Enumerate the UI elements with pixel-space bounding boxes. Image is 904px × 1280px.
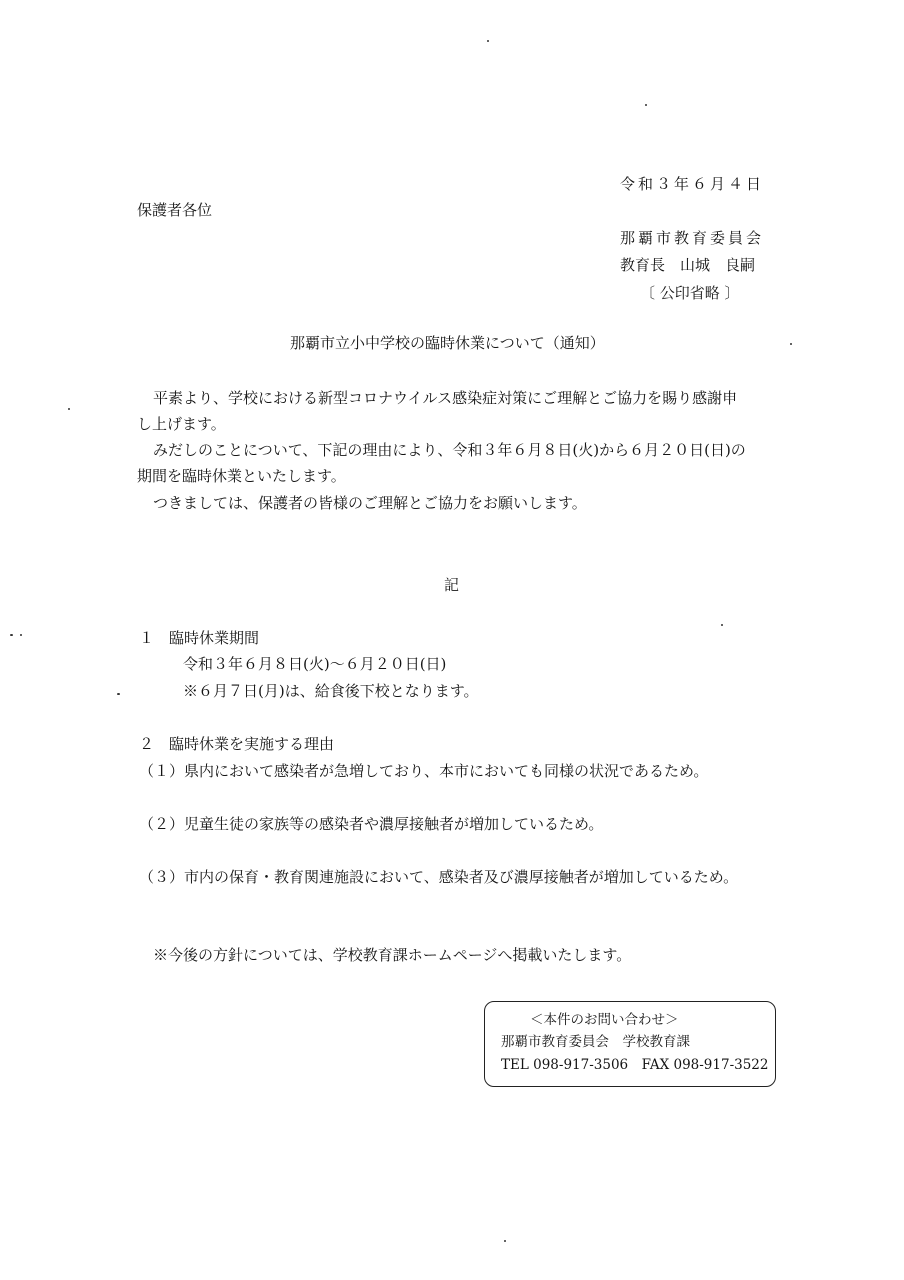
contact-box [484, 1001, 776, 1087]
footer-note: ※今後の方針については、学校教育課ホームページへ掲載いたします。 [153, 946, 632, 964]
scan-speck [721, 624, 723, 626]
scan-speck [790, 343, 792, 345]
body-paragraph-3: つきましては、保護者の皆様のご理解とご協力をお願いします。 [153, 494, 587, 512]
seal-omitted-note: 〔 公印省略 〕 [640, 284, 740, 302]
contact-office: 那覇市教育委員会 学校教育課 [501, 1034, 690, 1050]
section-1-heading: １ 臨時休業期間 [139, 629, 260, 647]
ki-marker: 記 [444, 576, 460, 594]
closure-period: 令和３年６月８日(火)～６月２０日(日) [183, 655, 447, 673]
sender-organization: 那覇市教育委員会 [620, 229, 765, 247]
scan-speck [504, 1240, 506, 1242]
scan-speck [487, 40, 489, 42]
reason-2: （２）児童生徒の家族等の感染者や濃厚接触者が増加しているため。 [139, 815, 604, 833]
contact-heading: ＜本件のお問い合わせ＞ [530, 1012, 679, 1028]
document-title: 那覇市立小中学校の臨時休業について（通知） [290, 334, 605, 352]
body-paragraph-2-line-2: 期間を臨時休業といたします。 [137, 467, 346, 485]
document-date: 令和３年６月４日 [620, 175, 765, 193]
closure-note: ※６月７日(月)は、給食後下校となります。 [183, 682, 479, 700]
body-paragraph-2-line-1: みだしのことについて、下記の理由により、令和３年６月８日(火)から６月２０日(日)の [153, 441, 746, 459]
reason-3: （３）市内の保育・教育関連施設において、感染者及び濃厚接触者が増加しているため。 [139, 868, 739, 886]
sender-name: 教育長 山城 良嗣 [620, 256, 756, 274]
reason-1: （１）県内において感染者が急増しており、本市においても同様の状況であるため。 [139, 762, 709, 780]
section-2-heading: ２ 臨時休業を実施する理由 [139, 735, 335, 753]
scan-speck [68, 408, 70, 410]
scan-speck [20, 634, 22, 636]
scan-speck [645, 104, 647, 106]
body-paragraph-1-line-1: 平素より、学校における新型コロナウイルス感染症対策にご理解とご協力を賜り感謝申 [153, 389, 738, 407]
body-paragraph-1-line-2: し上げます。 [137, 415, 226, 433]
recipient: 保護者各位 [137, 201, 213, 219]
scan-speck [117, 693, 120, 695]
scan-speck [10, 634, 13, 636]
contact-phone-fax: TEL 098-917-3506 FAX 098-917-3522 [501, 1057, 769, 1073]
